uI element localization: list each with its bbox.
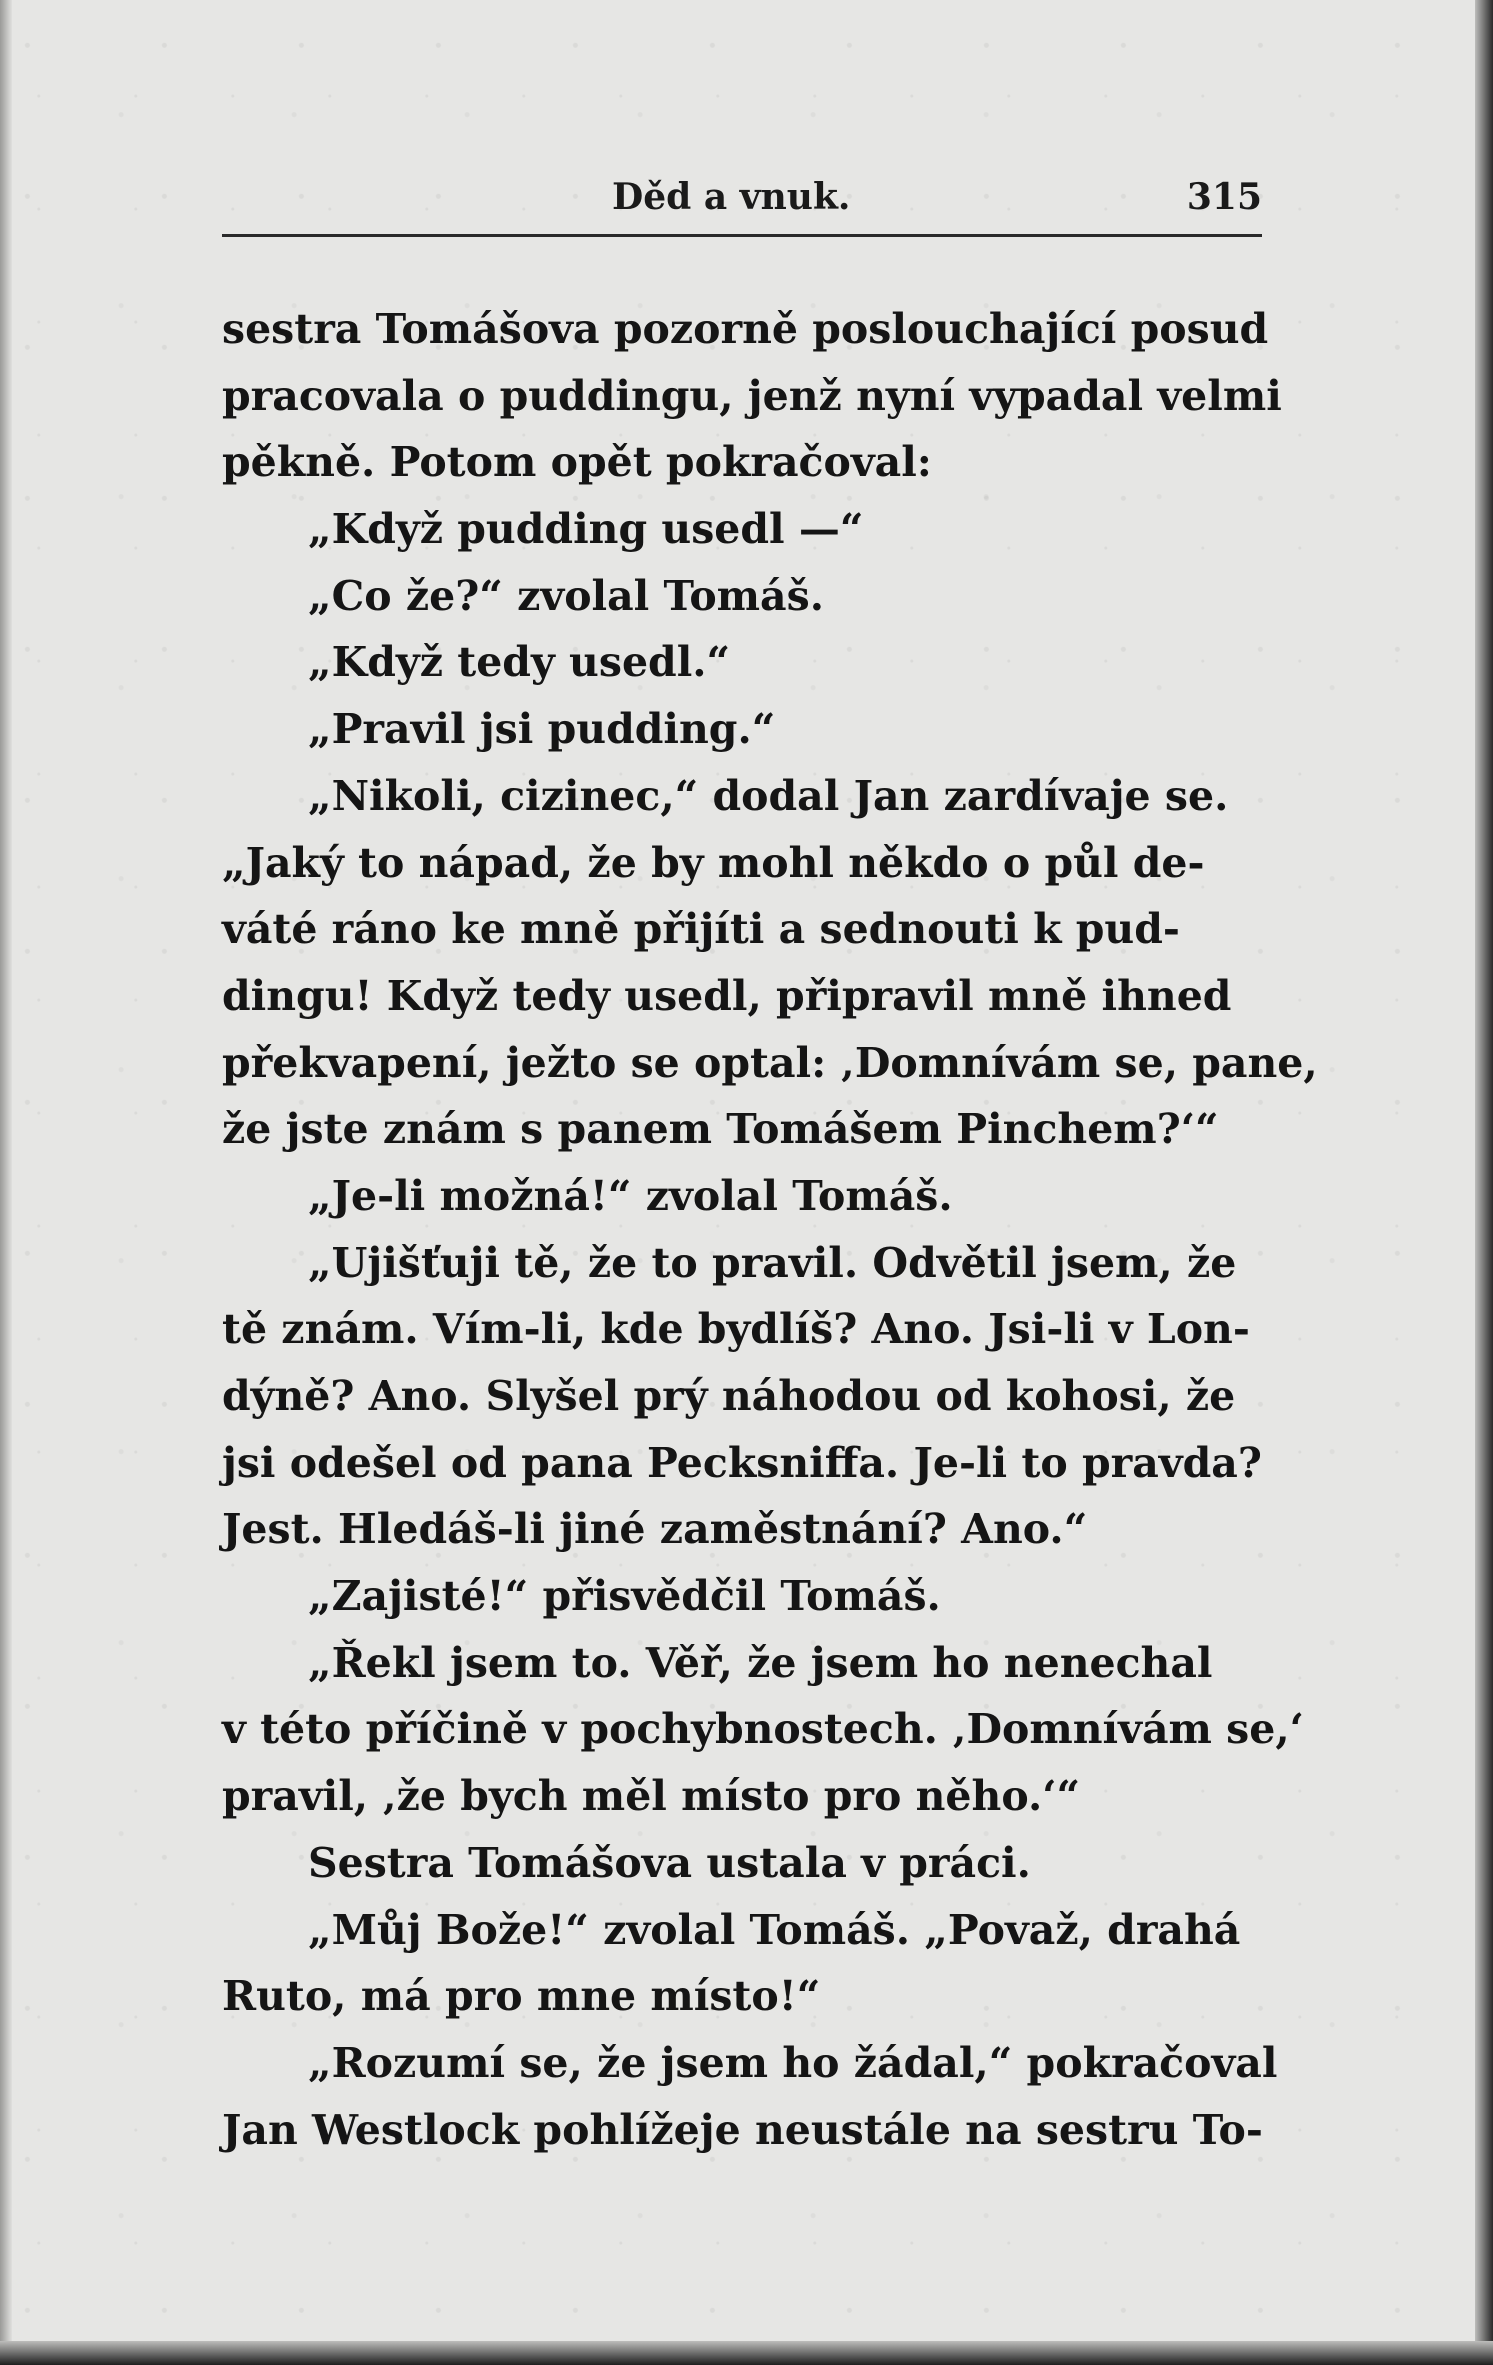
text-line: Ruto, má pro mne místo!“: [222, 1972, 821, 2021]
text-line: překvapení, ježto se optal: ‚Domnívám se, pane,: [222, 1038, 1318, 1087]
text-line: pravil, ‚že bych měl místo pro něho.‘“: [222, 1772, 1081, 1821]
text-line: Sestra Tomášova ustala v práci.: [308, 1838, 1031, 1887]
text-line: „Můj Bože!“ zvolal Tomáš. „Považ, drahá: [308, 1905, 1241, 1954]
text-line: „Pravil jsi pudding.“: [308, 705, 776, 754]
text-line: „Nikoli, cizinec,“ dodal Jan zardívaje se.: [308, 771, 1229, 820]
page-header: [222, 170, 1262, 230]
text-line: Jest. Hledáš-li jiné zaměstnání? Ano.“: [222, 1505, 1088, 1554]
text-line: „Rozumí se, že jsem ho žádal,“ pokračoval: [308, 2038, 1278, 2087]
text-line: „Jaký to nápad, že by mohl někdo o půl de-: [222, 838, 1205, 887]
page-left-edge: [0, 0, 12, 2365]
text-line: tě znám. Vím-li, kde bydlíš? Ano. Jsi-li v Lon-: [222, 1305, 1250, 1354]
page-bottom-edge: [0, 2341, 1493, 2365]
header-rule: [222, 234, 1262, 237]
text-line: pěkně. Potom opět pokračoval:: [222, 438, 932, 487]
text-line: váté ráno ke mně přijíti a sednouti k pud-: [222, 905, 1180, 954]
text-line: sestra Tomášova pozorně poslouchající posud: [222, 305, 1269, 353]
text-line: Jan Westlock pohlížeje neustále na sestru To-: [222, 2105, 1263, 2154]
text-line: „Zajisté!“ přisvědčil Tomáš.: [308, 1572, 941, 1621]
page-number: 315: [1186, 176, 1262, 218]
text-line: dingu! Když tedy usedl, připravil mně ihned: [222, 971, 1232, 1020]
text-line: „Když tedy usedl.“: [308, 638, 731, 687]
text-line: „Ujišťuji tě, že to pravil. Odvětil jsem, že: [308, 1238, 1237, 1287]
text-line: jsi odešel od pana Pecksniffa. Je-li to pravda?: [222, 1438, 1262, 1487]
text-line: „Když pudding usedl —“: [308, 505, 864, 554]
body-text: [222, 296, 1318, 2163]
text-line: že jste znám s panem Tomášem Pinchem?‘“: [222, 1105, 1219, 1154]
page-right-edge: [1475, 0, 1493, 2365]
text-line: „Je-li možná!“ zvolal Tomáš.: [308, 1171, 953, 1220]
text-line: „Řekl jsem to. Věř, že jsem ho nenechal: [308, 1638, 1213, 1687]
text-line: „Co že?“ zvolal Tomáš.: [308, 571, 824, 620]
running-title: Děd a vnuk.: [612, 176, 851, 218]
text-line: v této příčině v pochybnostech. ‚Domnívám se,‘: [222, 1705, 1304, 1754]
text-line: pracovala o puddingu, jenž nyní vypadal velmi: [222, 371, 1282, 420]
text-line: dýně? Ano. Slyšel prý náhodou od kohosi, že: [222, 1372, 1236, 1420]
